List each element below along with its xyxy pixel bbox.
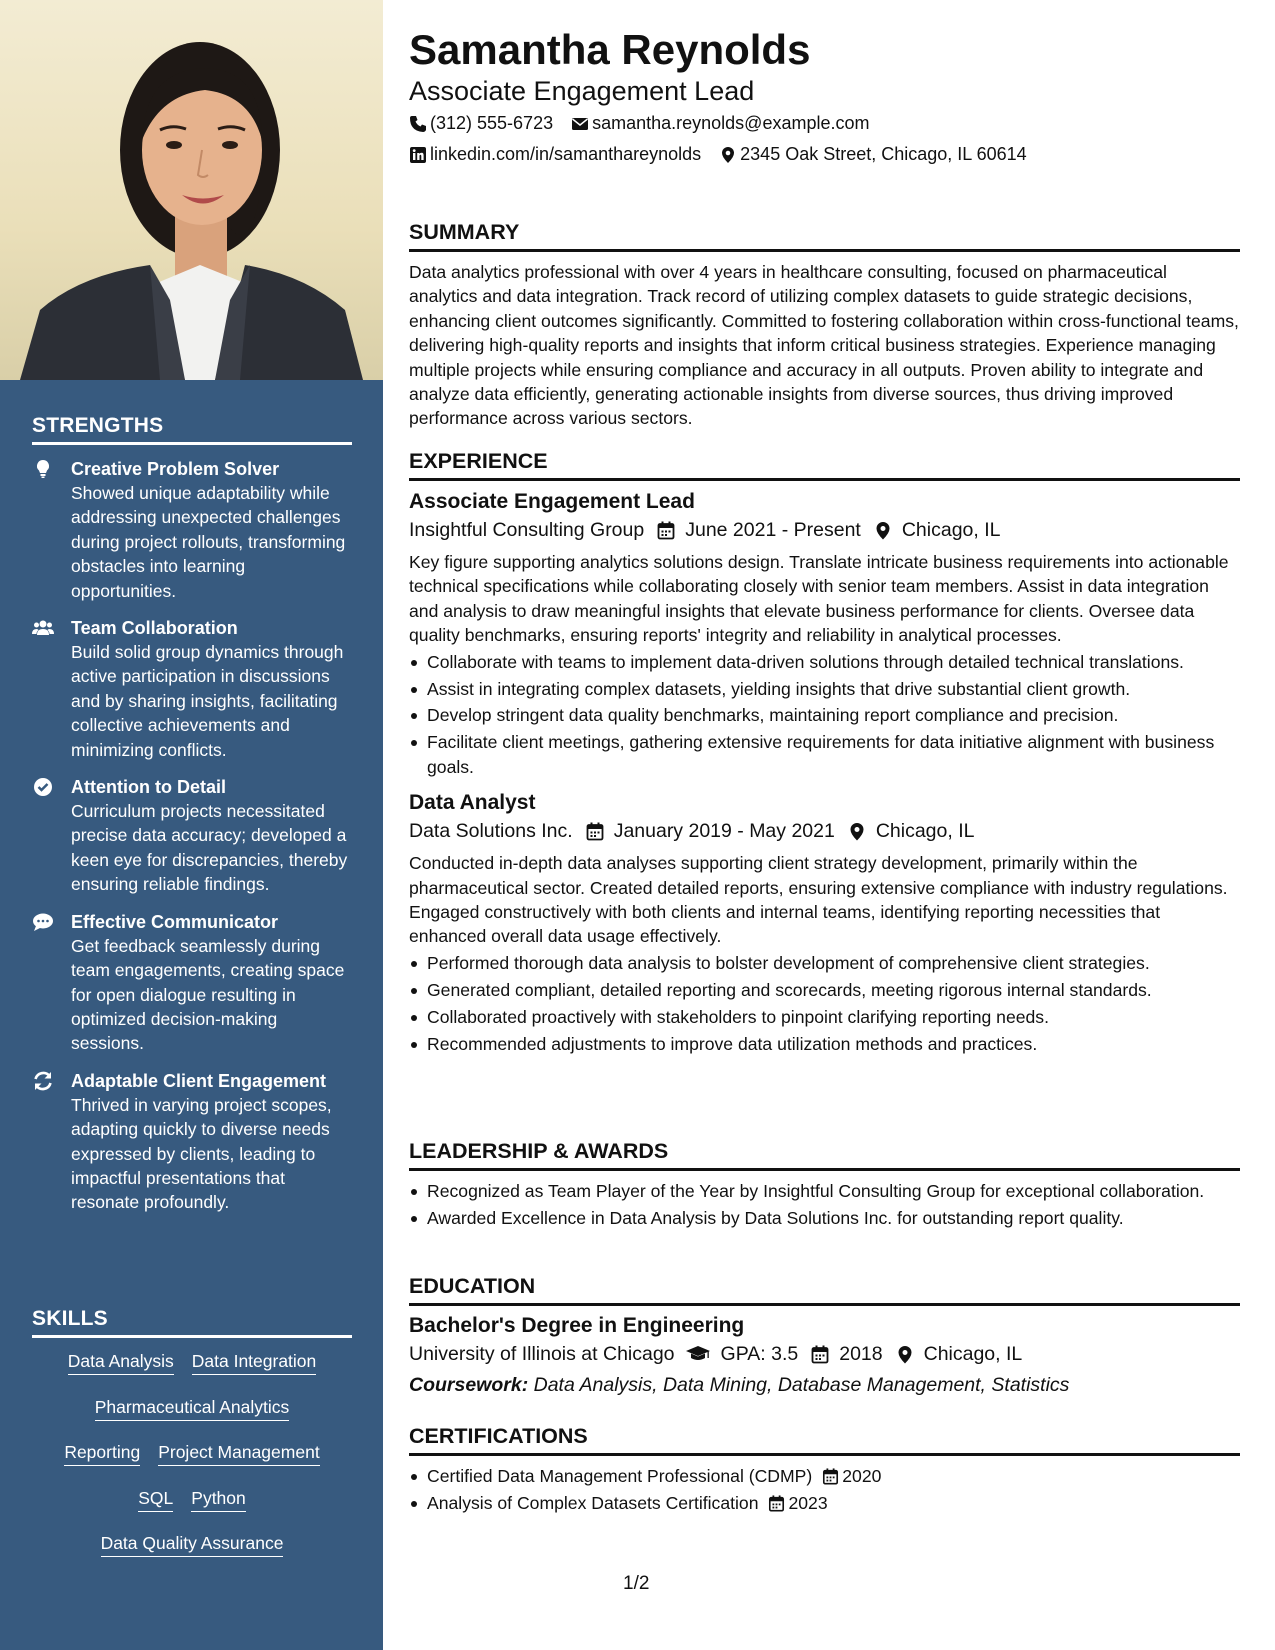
cert-name: Analysis of Complex Datasets Certification [427, 1492, 759, 1513]
certifications-section [409, 1424, 1240, 1518]
leadership-section [409, 1139, 1240, 1233]
job-dates-text: June 2021 - Present [685, 519, 861, 541]
strength-item [32, 616, 352, 762]
sync-icon [32, 1071, 54, 1091]
lightbulb-icon [32, 459, 54, 479]
job-meta [409, 817, 1240, 845]
strength-item [32, 457, 352, 603]
address-text: 2345 Oak Street, Chicago, IL 60614 [740, 144, 1027, 164]
experience-section [409, 449, 1240, 1058]
linkedin-icon [409, 146, 427, 164]
strength-title: Attention to Detail [71, 777, 226, 798]
sidebar [0, 0, 383, 1650]
job-location [848, 817, 975, 845]
job-bullets [409, 650, 1240, 780]
list-item: Awarded Excellence in Data Analysis by Data Solutions Inc. for outstanding report quality. [409, 1206, 1240, 1230]
calendar-icon [811, 1345, 829, 1364]
cert-name: Certified Data Management Professional (CDMP) [427, 1466, 813, 1486]
linkedin-contact [409, 144, 701, 165]
strength-desc: Curriculum projects necessitated precise data accuracy; developed a keen eye for discrepancies, thereby ensuring reliable findings. [71, 801, 348, 895]
coursework [409, 1370, 1240, 1400]
strength-desc: Thrived in varying project scopes, adapting quickly to diverse needs expressed by clients, leading to impactful presentations that resonate profoundly. [71, 1094, 332, 1213]
profile-photo [0, 0, 383, 380]
education-meta [409, 1340, 1240, 1368]
person-name: Samantha Reynolds [409, 26, 811, 73]
job-location-text: Chicago, IL [901, 519, 1001, 541]
address-contact [719, 144, 1027, 165]
envelope-icon [571, 115, 589, 133]
strength-item [32, 1069, 352, 1215]
job-company: Data Solutions Inc. [409, 820, 573, 843]
job-dates [586, 817, 835, 845]
job-dates [657, 516, 861, 544]
grad-year: 2018 [839, 1343, 883, 1365]
skill-tag: Reporting [64, 1441, 140, 1466]
skills-row [32, 1441, 352, 1487]
skill-tag: Data Analysis [68, 1350, 174, 1375]
job-description: Conducted in-depth data analyses supporting client strategy development, primarily within the pharmaceutical sector. Created detailed reports, ensuring extensive compliance with industry regulations. Engaged constructively with both clients and internal teams, identifying reporting necessities that enhanced overall data usage effectively. [409, 853, 1228, 947]
contact-row [409, 113, 888, 134]
portrait-illustration [0, 0, 383, 380]
job-dates-text: January 2019 - May 2021 [613, 820, 835, 843]
page-number: 1/2 [623, 1573, 650, 1594]
phone-icon [409, 115, 427, 133]
list-item: Facilitate client meetings, gathering extensive requirements for data initiative alignment with business goals. [409, 730, 1240, 779]
summary-section [409, 220, 1240, 431]
strength-item [32, 910, 352, 1056]
calendar-icon [657, 521, 675, 540]
job-company: Insightful Consulting Group [409, 519, 645, 541]
degree: Bachelor's Degree in Engineering [409, 1314, 745, 1337]
map-marker-icon [896, 1345, 914, 1364]
graduation-cap-icon [685, 1345, 711, 1363]
skill-tag: Pharmaceutical Analytics [95, 1396, 290, 1421]
summary-title: SUMMARY [409, 220, 1240, 252]
map-marker-icon [848, 822, 866, 841]
education-section [409, 1274, 1240, 1400]
map-marker-icon [874, 521, 892, 540]
skill-tag: Project Management [158, 1441, 319, 1466]
skills-section [32, 1307, 352, 1578]
person-title: Associate Engagement Lead [409, 76, 755, 106]
list-item: Assist in integrating complex datasets, yielding insights that drive substantial client growth. [409, 677, 1240, 701]
strength-desc: Showed unique adaptability while addressing unexpected challenges during project rollouts, transforming obstacles into learning opportunities. [71, 483, 346, 601]
job-entry [409, 488, 1240, 779]
job-location-text: Chicago, IL [875, 820, 975, 843]
strength-item [32, 775, 352, 897]
email-contact [571, 113, 869, 134]
job-description: Key figure supporting analytics solutions design. Translate intricate business requirements into actionable technical specifications while collaborating closely with senior team members. Assist in data integration and analysis to draw meaningful insights that elevate business performance for clients. Oversee data quality benchmarks, ensuring reports' integrity and reliability in analytical processes. [409, 552, 1229, 646]
strength-desc: Get feedback seamlessly during team engagements, creating space for open dialogue resulting in optimized decision-making sessions. [71, 935, 345, 1054]
strength-title: Creative Problem Solver [71, 459, 280, 479]
certifications-list [409, 1464, 1240, 1515]
skills-row [32, 1487, 352, 1533]
skills-title: SKILLS [32, 1307, 352, 1338]
calendar-icon [768, 1495, 785, 1512]
job-role: Data Analyst [409, 791, 536, 815]
job-location [874, 516, 1001, 544]
cert-year: 2020 [842, 1466, 882, 1486]
list-item [409, 1464, 1240, 1488]
phone-contact [409, 113, 553, 134]
phone-text: (312) 555-6723 [430, 113, 554, 133]
skills-list [32, 1350, 352, 1578]
skills-row [32, 1396, 352, 1442]
list-item: Generated compliant, detailed reporting and scorecards, meeting rigorous internal standards. [409, 978, 1240, 1002]
coursework-label: Coursework: [409, 1374, 529, 1396]
list-item: Recommended adjustments to improve data utilization methods and practices. [409, 1032, 1240, 1056]
skill-tag: Data Integration [192, 1350, 317, 1375]
coursework-text: Data Analysis, Data Mining, Database Management, Statistics [533, 1374, 1070, 1396]
strength-title: Adaptable Client Engagement [71, 1070, 327, 1091]
skill-tag: Data Quality Assurance [101, 1532, 284, 1557]
job-role: Associate Engagement Lead [409, 490, 695, 513]
job-entry [409, 789, 1240, 1056]
skills-row [32, 1350, 352, 1396]
check-circle-icon [32, 777, 54, 797]
cert-year: 2023 [788, 1492, 828, 1513]
list-item: Develop stringent data quality benchmarks, maintaining report compliance and precision. [409, 703, 1240, 727]
school-location: Chicago, IL [923, 1343, 1023, 1365]
summary-text: Data analytics professional with over 4 years in healthcare consulting, focused on pharmaceutical analytics and data integration. Track record of utilizing complex datasets to guide strategic decisions, enhancing client outcomes significantly. Committed to fostering collaboration within cross-functional teams, delivering high-quality reports and insights that inform critical business strategies. Experience managing multiple projects while ensuring compliance and accuracy in all outputs. Proven ability to integrate and analyze data efficiently, generating actionable insights from diverse sources, thus driving improved performance across various sectors. [409, 262, 1239, 429]
list-item [409, 1491, 1240, 1515]
calendar-icon [586, 822, 604, 841]
linkedin-text: linkedin.com/in/samanthareynolds [430, 144, 702, 164]
skill-tag: SQL [138, 1487, 173, 1512]
strength-desc: Build solid group dynamics through active participation in discussions and by sharing insights, facilitating collective achievements and minimizing conflicts. [71, 642, 344, 760]
map-marker-icon [719, 146, 737, 164]
job-bullets [409, 951, 1240, 1056]
strengths-section [32, 414, 352, 1215]
strengths-title: STRENGTHS [32, 414, 352, 445]
list-item: Collaborate with teams to implement data-driven solutions through detailed technical translations. [409, 650, 1240, 674]
calendar-icon [822, 1468, 839, 1485]
certifications-title: CERTIFICATIONS [409, 1424, 1240, 1456]
users-icon [32, 618, 54, 638]
gpa: GPA: 3.5 [720, 1343, 799, 1365]
list-item: Performed thorough data analysis to bolster development of comprehensive client strategies. [409, 951, 1240, 975]
email-text: samantha.reynolds@example.com [592, 113, 870, 133]
experience-title: EXPERIENCE [409, 449, 1240, 481]
education-title: EDUCATION [409, 1274, 1240, 1306]
contact-row [409, 144, 1045, 165]
leadership-title: LEADERSHIP & AWARDS [409, 1139, 1240, 1171]
comment-icon [32, 912, 54, 932]
leadership-list [409, 1179, 1240, 1230]
strength-title: Team Collaboration [71, 618, 238, 639]
list-item: Collaborated proactively with stakeholders to pinpoint clarifying reporting needs. [409, 1005, 1240, 1029]
list-item: Recognized as Team Player of the Year by Insightful Consulting Group for exceptional collaboration. [409, 1179, 1240, 1203]
strength-title: Effective Communicator [71, 911, 279, 932]
skill-tag: Python [191, 1487, 245, 1512]
job-meta [409, 516, 1240, 544]
skills-row [32, 1532, 352, 1578]
school: University of Illinois at Chicago [409, 1343, 675, 1365]
